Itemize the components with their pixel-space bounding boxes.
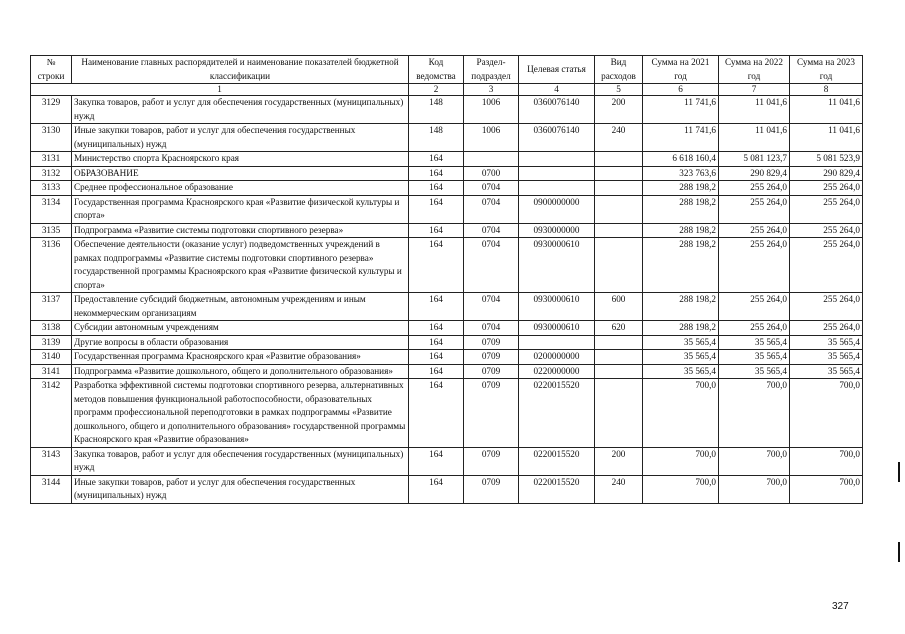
target-article-cell — [519, 181, 595, 196]
table-row — [31, 335, 863, 350]
budget-table — [30, 55, 863, 504]
expense-type-cell — [595, 350, 643, 365]
target-article-cell: 0200000000 — [519, 350, 595, 365]
row-number-cell: 3132 — [31, 166, 72, 181]
sum-2022-cell: 255 264,0 — [719, 321, 790, 336]
sum-2023-cell: 11 041,6 — [790, 96, 863, 124]
name-cell: Субсидии автономным учреждениям — [72, 321, 409, 336]
row-number-cell: 3131 — [31, 152, 72, 167]
scan-edge-mark — [898, 462, 900, 482]
sum-2023-cell: 700,0 — [790, 447, 863, 475]
sum-2021-cell: 11 741,6 — [643, 96, 719, 124]
sum-2021-cell: 323 763,6 — [643, 166, 719, 181]
target-article-cell: 0360076140 — [519, 124, 595, 152]
target-article-cell: 0220015520 — [519, 447, 595, 475]
sum-2021-cell: 700,0 — [643, 475, 719, 503]
sum-2022-cell: 700,0 — [719, 447, 790, 475]
name-cell: Обеспечение деятельности (оказание услуг) подведомственных учреждений в рамках подпрограммы «Развитие системы подготовки спортивного резерва» государственной программы Красноярского края «Развитие физической культуры и спорта» — [72, 238, 409, 293]
sum-2021-cell: 35 565,4 — [643, 350, 719, 365]
dept-code-cell: 164 — [409, 166, 464, 181]
sum-2023-cell: 255 264,0 — [790, 293, 863, 321]
name-cell: Иные закупки товаров, работ и услуг для обеспечения государственных (муниципальных) нужд — [72, 475, 409, 503]
sum-2022-cell: 35 565,4 — [719, 335, 790, 350]
sum-2022-cell: 35 565,4 — [719, 364, 790, 379]
name-cell: Иные закупки товаров, работ и услуг для обеспечения государственных (муниципальных) нужд — [72, 124, 409, 152]
sum-2023-cell: 255 264,0 — [790, 321, 863, 336]
table-row — [31, 321, 863, 336]
header-sum-2022: Сумма на 2022 год — [719, 56, 790, 84]
name-cell: Государственная программа Красноярского края «Развитие физической культуры и спорта» — [72, 195, 409, 223]
dept-code-cell: 164 — [409, 223, 464, 238]
dept-code-cell: 164 — [409, 447, 464, 475]
section-cell: 1006 — [464, 124, 519, 152]
sum-2022-cell: 255 264,0 — [719, 223, 790, 238]
expense-type-cell — [595, 379, 643, 448]
table-row — [31, 447, 863, 475]
sum-2022-cell: 11 041,6 — [719, 124, 790, 152]
sum-2021-cell: 288 198,2 — [643, 223, 719, 238]
header-name: Наименование главных распорядителей и наименование показателей бюджетной классификации — [72, 56, 409, 84]
header-expense-type: Вид расходов — [595, 56, 643, 84]
expense-type-cell — [595, 166, 643, 181]
name-cell: Подпрограмма «Развитие системы подготовки спортивного резерва» — [72, 223, 409, 238]
target-article-cell — [519, 335, 595, 350]
target-article-cell: 0360076140 — [519, 96, 595, 124]
table-row — [31, 152, 863, 167]
section-cell: 0709 — [464, 475, 519, 503]
name-cell: Государственная программа Красноярского края «Развитие образования» — [72, 350, 409, 365]
header-dept-code: Код ведомства — [409, 56, 464, 84]
sum-2022-cell: 290 829,4 — [719, 166, 790, 181]
sum-2021-cell: 288 198,2 — [643, 195, 719, 223]
name-cell: Разработка эффективной системы подготовки спортивного резерва, альтернативных методов повышения функциональной работоспособности, образовательных программ профессиональной переподготовки в рамках подпрограммы «Развитие дошкольного, общего и дополнительного образования» государственной программы Красноярского края «Развитие образования» — [72, 379, 409, 448]
sum-2022-cell: 700,0 — [719, 379, 790, 448]
section-cell: 0704 — [464, 181, 519, 196]
sum-2023-cell: 255 264,0 — [790, 223, 863, 238]
table-row — [31, 238, 863, 293]
row-number-cell: 3141 — [31, 364, 72, 379]
name-cell: Закупка товаров, работ и услуг для обеспечения государственных (муниципальных) нужд — [72, 96, 409, 124]
target-article-cell: 0220015520 — [519, 379, 595, 448]
sum-2022-cell: 255 264,0 — [719, 293, 790, 321]
row-number-cell: 3130 — [31, 124, 72, 152]
column-index: 1 — [31, 84, 409, 96]
header-row — [31, 56, 863, 84]
table-row — [31, 364, 863, 379]
row-number-cell: 3129 — [31, 96, 72, 124]
expense-type-cell — [595, 152, 643, 167]
dept-code-cell: 164 — [409, 195, 464, 223]
expense-type-cell — [595, 223, 643, 238]
dept-code-cell: 164 — [409, 335, 464, 350]
section-cell: 0704 — [464, 293, 519, 321]
row-number-cell: 3134 — [31, 195, 72, 223]
dept-code-cell: 164 — [409, 379, 464, 448]
sum-2021-cell: 11 741,6 — [643, 124, 719, 152]
expense-type-cell: 240 — [595, 475, 643, 503]
table-row — [31, 124, 863, 152]
target-article-cell: 0220000000 — [519, 364, 595, 379]
table-row — [31, 181, 863, 196]
row-number-cell: 3133 — [31, 181, 72, 196]
dept-code-cell: 148 — [409, 96, 464, 124]
sum-2023-cell: 255 264,0 — [790, 238, 863, 293]
sum-2021-cell: 6 618 160,4 — [643, 152, 719, 167]
name-cell: Министерство спорта Красноярского края — [72, 152, 409, 167]
name-cell: Другие вопросы в области образования — [72, 335, 409, 350]
row-number-cell: 3137 — [31, 293, 72, 321]
row-number-cell: 3138 — [31, 321, 72, 336]
target-article-cell: 0930000610 — [519, 238, 595, 293]
target-article-cell — [519, 152, 595, 167]
table-row — [31, 223, 863, 238]
sum-2021-cell: 288 198,2 — [643, 238, 719, 293]
table-row — [31, 379, 863, 448]
name-cell: Закупка товаров, работ и услуг для обеспечения государственных (муниципальных) нужд — [72, 447, 409, 475]
header-target-article: Целевая статья — [519, 56, 595, 84]
section-cell — [464, 152, 519, 167]
target-article-cell: 0930000000 — [519, 223, 595, 238]
sum-2021-cell: 288 198,2 — [643, 293, 719, 321]
section-cell: 0709 — [464, 350, 519, 365]
row-number-cell: 3140 — [31, 350, 72, 365]
column-index-row — [31, 84, 863, 96]
sum-2022-cell: 11 041,6 — [719, 96, 790, 124]
sum-2023-cell: 35 565,4 — [790, 350, 863, 365]
sum-2021-cell: 288 198,2 — [643, 181, 719, 196]
row-number-cell: 3144 — [31, 475, 72, 503]
header-sum-2023: Сумма на 2023 год — [790, 56, 863, 84]
table-body — [31, 96, 863, 504]
header-row-no: № строки — [31, 56, 72, 84]
name-cell: Предоставление субсидий бюджетным, автономным учреждениям и иным некоммерческим организациям — [72, 293, 409, 321]
expense-type-cell: 620 — [595, 321, 643, 336]
column-index: 4 — [519, 84, 595, 96]
table-row — [31, 195, 863, 223]
sum-2022-cell: 255 264,0 — [719, 181, 790, 196]
dept-code-cell: 164 — [409, 321, 464, 336]
dept-code-cell: 164 — [409, 293, 464, 321]
column-index: 2 — [409, 84, 464, 96]
dept-code-cell: 164 — [409, 152, 464, 167]
sum-2021-cell: 700,0 — [643, 379, 719, 448]
dept-code-cell: 164 — [409, 238, 464, 293]
page-number: 327 — [832, 601, 849, 612]
column-index: 6 — [643, 84, 719, 96]
sum-2022-cell: 5 081 123,7 — [719, 152, 790, 167]
scan-edge-mark — [898, 542, 900, 562]
expense-type-cell — [595, 238, 643, 293]
row-number-cell: 3135 — [31, 223, 72, 238]
dept-code-cell: 164 — [409, 364, 464, 379]
sum-2021-cell: 700,0 — [643, 447, 719, 475]
name-cell: Подпрограмма «Развитие дошкольного, общего и дополнительного образования» — [72, 364, 409, 379]
column-index: 5 — [595, 84, 643, 96]
column-index: 7 — [719, 84, 790, 96]
dept-code-cell: 164 — [409, 475, 464, 503]
table-header — [31, 56, 863, 96]
sum-2022-cell: 255 264,0 — [719, 195, 790, 223]
target-article-cell — [519, 166, 595, 181]
sum-2023-cell: 700,0 — [790, 475, 863, 503]
expense-type-cell — [595, 181, 643, 196]
target-article-cell: 0220015520 — [519, 475, 595, 503]
section-cell: 0709 — [464, 447, 519, 475]
table-row — [31, 293, 863, 321]
row-number-cell: 3143 — [31, 447, 72, 475]
sum-2023-cell: 11 041,6 — [790, 124, 863, 152]
section-cell: 0704 — [464, 195, 519, 223]
header-sum-2021: Сумма на 2021 год — [643, 56, 719, 84]
column-index: 3 — [464, 84, 519, 96]
table-row — [31, 96, 863, 124]
section-cell: 0704 — [464, 238, 519, 293]
expense-type-cell: 240 — [595, 124, 643, 152]
expense-type-cell — [595, 364, 643, 379]
section-cell: 0704 — [464, 321, 519, 336]
target-article-cell: 0900000000 — [519, 195, 595, 223]
sum-2023-cell: 255 264,0 — [790, 195, 863, 223]
section-cell: 0700 — [464, 166, 519, 181]
sum-2022-cell: 35 565,4 — [719, 350, 790, 365]
sum-2023-cell: 5 081 523,9 — [790, 152, 863, 167]
section-cell: 0704 — [464, 223, 519, 238]
sum-2023-cell: 255 264,0 — [790, 181, 863, 196]
header-section: Раздел-подраздел — [464, 56, 519, 84]
sum-2021-cell: 35 565,4 — [643, 335, 719, 350]
column-index: 8 — [790, 84, 863, 96]
sum-2022-cell: 255 264,0 — [719, 238, 790, 293]
expense-type-cell: 200 — [595, 96, 643, 124]
table-row — [31, 475, 863, 503]
expense-type-cell: 600 — [595, 293, 643, 321]
expense-type-cell: 200 — [595, 447, 643, 475]
section-cell: 0709 — [464, 379, 519, 448]
name-cell: ОБРАЗОВАНИЕ — [72, 166, 409, 181]
dept-code-cell: 164 — [409, 181, 464, 196]
section-cell: 0709 — [464, 335, 519, 350]
sum-2022-cell: 700,0 — [719, 475, 790, 503]
name-cell: Среднее профессиональное образование — [72, 181, 409, 196]
table-row — [31, 350, 863, 365]
expense-type-cell — [595, 195, 643, 223]
sum-2021-cell: 288 198,2 — [643, 321, 719, 336]
expense-type-cell — [595, 335, 643, 350]
dept-code-cell: 164 — [409, 350, 464, 365]
sum-2023-cell: 700,0 — [790, 379, 863, 448]
sum-2023-cell: 35 565,4 — [790, 364, 863, 379]
row-number-cell: 3139 — [31, 335, 72, 350]
target-article-cell: 0930000610 — [519, 293, 595, 321]
table-row — [31, 166, 863, 181]
target-article-cell: 0930000610 — [519, 321, 595, 336]
sum-2023-cell: 35 565,4 — [790, 335, 863, 350]
dept-code-cell: 148 — [409, 124, 464, 152]
row-number-cell: 3136 — [31, 238, 72, 293]
section-cell: 1006 — [464, 96, 519, 124]
sum-2021-cell: 35 565,4 — [643, 364, 719, 379]
row-number-cell: 3142 — [31, 379, 72, 448]
section-cell: 0709 — [464, 364, 519, 379]
sum-2023-cell: 290 829,4 — [790, 166, 863, 181]
